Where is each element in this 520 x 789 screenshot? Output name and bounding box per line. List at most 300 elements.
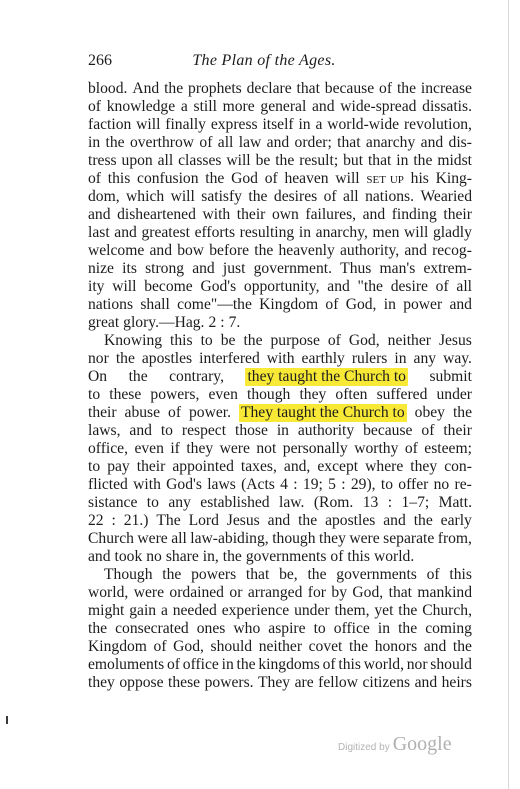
- word: the: [398, 602, 418, 619]
- word: 13: [362, 494, 379, 511]
- word: arranged: [247, 584, 303, 601]
- word: (Rom.: [313, 494, 354, 511]
- word: suffered: [376, 386, 428, 403]
- word: 2: [208, 314, 217, 331]
- text-line: [88, 296, 472, 314]
- text-line: [88, 98, 472, 116]
- word: 29),: [350, 476, 376, 493]
- word: law: [238, 134, 262, 151]
- word: faction: [88, 116, 132, 133]
- word: office,: [88, 440, 128, 457]
- word: were: [137, 530, 168, 547]
- word: confusion: [137, 170, 199, 187]
- word: They: [258, 674, 291, 691]
- word: will: [404, 224, 429, 241]
- word: the: [205, 170, 225, 187]
- word: God,: [352, 584, 384, 601]
- word: Jesus: [438, 332, 472, 349]
- word: con-: [444, 458, 472, 475]
- margin-mark: [6, 716, 8, 724]
- word: recog-: [432, 242, 472, 259]
- word: way.: [443, 350, 472, 367]
- text-line: [88, 476, 472, 494]
- word: God,: [348, 332, 380, 349]
- word: in: [377, 620, 391, 637]
- word: and: [149, 242, 172, 259]
- word: their: [236, 206, 266, 223]
- word: contrary,: [169, 368, 224, 385]
- word: or: [229, 584, 243, 601]
- word: and: [327, 278, 350, 295]
- word: offer: [398, 476, 429, 493]
- word: satisfy: [201, 188, 242, 205]
- word: for: [307, 584, 326, 601]
- word: Kingdom: [88, 638, 147, 655]
- word: in: [298, 224, 312, 241]
- word: great: [88, 314, 120, 331]
- word: and: [267, 512, 291, 529]
- word: gladly: [432, 224, 472, 241]
- word: the: [88, 620, 108, 637]
- word: governments: [245, 548, 327, 565]
- word: of: [168, 404, 182, 421]
- word: and,: [283, 458, 311, 475]
- word: the: [413, 152, 433, 169]
- word: desires: [273, 188, 318, 205]
- word: even: [134, 440, 164, 457]
- word: they: [186, 440, 214, 457]
- word: all: [343, 188, 359, 205]
- word: revolution,: [403, 116, 472, 133]
- word: the: [275, 152, 295, 169]
- word: but: [343, 152, 364, 169]
- word: nations.: [365, 188, 415, 205]
- word: in: [276, 422, 289, 439]
- word: increase: [420, 80, 472, 97]
- word: nations: [88, 296, 134, 313]
- word: consecrated: [115, 620, 189, 637]
- word: ones: [196, 620, 226, 637]
- word: to: [160, 422, 173, 439]
- word: Church,: [422, 602, 472, 619]
- word: to: [146, 494, 159, 511]
- text-line: [88, 224, 472, 242]
- word: in: [221, 656, 234, 673]
- word: 4: [280, 476, 288, 493]
- word: this: [347, 548, 370, 565]
- word: 21.): [123, 512, 149, 529]
- word: the: [105, 134, 125, 151]
- word: and: [88, 206, 111, 223]
- word: should: [210, 638, 253, 655]
- word: authority,: [339, 242, 400, 259]
- text-line: [88, 656, 472, 674]
- text-line: [88, 386, 472, 404]
- word: no: [146, 548, 162, 565]
- word: opportunity,: [243, 278, 320, 295]
- word: world.: [373, 548, 415, 565]
- word: power: [403, 296, 443, 313]
- word: anarchy: [365, 134, 416, 151]
- word: their: [88, 404, 117, 421]
- word: apostles: [325, 512, 376, 529]
- word: 22: [88, 512, 104, 529]
- word: though: [247, 386, 291, 403]
- word: more: [222, 98, 255, 115]
- word: all: [217, 134, 234, 151]
- word: laws,: [88, 422, 121, 439]
- word: with: [202, 206, 231, 223]
- word: oppose: [119, 674, 164, 691]
- word: the: [248, 188, 268, 205]
- word: under: [436, 386, 472, 403]
- text-line: [88, 584, 472, 602]
- word: will: [335, 170, 360, 187]
- word: by: [331, 584, 347, 601]
- word: taxes,: [240, 458, 277, 475]
- word: separate: [383, 530, 435, 547]
- word: heirs: [441, 674, 472, 691]
- word: a: [160, 602, 168, 619]
- word: shall: [140, 296, 170, 313]
- word: Knowing: [104, 332, 163, 349]
- word: that: [296, 80, 320, 97]
- word: of: [167, 656, 180, 673]
- word: a: [180, 98, 188, 115]
- text-line: [88, 332, 472, 350]
- text-line: [88, 278, 472, 296]
- word: in: [88, 134, 101, 151]
- word: who: [233, 620, 261, 637]
- word: all: [171, 530, 187, 547]
- word: :: [293, 476, 298, 493]
- word: efforts: [194, 224, 236, 241]
- word: fellow: [318, 674, 358, 691]
- text-line: [88, 620, 472, 638]
- word: God's: [200, 278, 237, 295]
- word: a: [315, 116, 323, 133]
- word: extrem-: [423, 260, 472, 277]
- word: no: [433, 476, 450, 493]
- word: "the: [357, 278, 383, 295]
- word: and: [414, 674, 438, 691]
- word: the: [307, 566, 327, 583]
- word: before: [209, 242, 250, 259]
- word: of: [426, 566, 440, 583]
- word: submit: [429, 368, 472, 385]
- word: that: [367, 152, 392, 169]
- word: any: [413, 350, 437, 367]
- word: rulers: [351, 350, 388, 367]
- word: still: [193, 98, 217, 115]
- word: greatest: [141, 224, 190, 241]
- word: earthly: [301, 350, 345, 367]
- word: :: [387, 494, 393, 511]
- word: flicted: [88, 476, 128, 493]
- word: even: [208, 386, 238, 403]
- word: took: [114, 548, 143, 565]
- word: which: [126, 188, 165, 205]
- word: abuse: [124, 404, 161, 421]
- word: government.: [253, 260, 332, 277]
- word: :: [111, 512, 116, 529]
- word: sistance: [88, 494, 138, 511]
- word: failures,: [305, 206, 357, 223]
- word: this: [338, 656, 361, 673]
- word: 7.: [228, 314, 241, 331]
- word: were: [133, 584, 164, 601]
- word: desire: [390, 278, 428, 295]
- word: dom,: [88, 188, 120, 205]
- word: 5: [328, 476, 336, 493]
- word: were: [349, 530, 380, 547]
- word: to: [313, 620, 326, 637]
- word: nor: [88, 350, 109, 367]
- word: upon: [121, 152, 153, 169]
- word: And: [132, 80, 160, 97]
- word: men: [372, 224, 400, 241]
- page-number: 266: [88, 52, 112, 69]
- page-header: [88, 52, 440, 72]
- text-line: [88, 674, 472, 692]
- word: nor: [406, 656, 428, 673]
- word: and: [362, 206, 386, 223]
- word: and: [266, 134, 290, 151]
- word: the: [243, 332, 263, 349]
- highlighted-phrase: They taught the Church to: [240, 404, 405, 421]
- word: overthrow: [129, 134, 195, 151]
- word: of: [88, 98, 101, 115]
- word: of: [435, 278, 449, 295]
- word: order;: [294, 134, 332, 151]
- word: powers,: [150, 386, 200, 403]
- word: they: [88, 674, 115, 691]
- word: will: [226, 152, 251, 169]
- word: because: [363, 422, 413, 439]
- word: heavenly: [278, 242, 335, 259]
- word: Thus: [340, 260, 372, 277]
- word: of: [322, 656, 336, 673]
- word: the: [396, 80, 416, 97]
- page-edge-rule: [508, 0, 509, 789]
- word: and: [88, 548, 111, 565]
- word: King-: [435, 170, 472, 187]
- word: of: [421, 422, 435, 439]
- text-line: [88, 530, 472, 548]
- word: office: [333, 620, 370, 637]
- word: apostles: [141, 350, 193, 367]
- word: they: [410, 458, 438, 475]
- word: and: [383, 512, 406, 529]
- word: own: [271, 206, 299, 223]
- word: neither: [387, 332, 431, 349]
- body-text: [88, 80, 472, 692]
- word: governments: [336, 566, 417, 583]
- word: coming: [425, 620, 472, 637]
- word: and: [192, 260, 215, 277]
- word: tress: [88, 152, 117, 169]
- word: (Acts: [241, 476, 275, 493]
- word: the: [452, 638, 472, 655]
- word: dissatis.: [422, 98, 472, 115]
- word: the: [222, 548, 242, 565]
- word: the: [115, 350, 135, 367]
- word: Though: [104, 566, 153, 583]
- word: this: [107, 170, 131, 187]
- word: powers: [191, 566, 237, 583]
- watermark-digitized-label: Digitized by: [338, 742, 390, 753]
- word: of: [323, 188, 337, 205]
- word: world,: [88, 584, 129, 601]
- word: the: [298, 512, 318, 529]
- word: classes: [178, 152, 222, 169]
- word: dis-: [448, 134, 472, 151]
- word: blood.: [88, 80, 128, 97]
- word: of: [379, 80, 393, 97]
- word: the: [254, 242, 274, 259]
- word: the: [162, 566, 182, 583]
- word: of: [153, 638, 167, 655]
- word: express: [210, 116, 258, 133]
- word: their: [443, 422, 472, 439]
- word: general: [260, 98, 307, 115]
- word: their: [443, 206, 472, 223]
- word: this: [449, 566, 472, 583]
- word: were: [219, 440, 250, 457]
- word: are: [294, 674, 314, 691]
- word: finding: [391, 206, 437, 223]
- word: its: [122, 260, 137, 277]
- word: and: [449, 296, 472, 313]
- word: any: [168, 494, 191, 511]
- word: :: [220, 314, 225, 331]
- word: worthy: [354, 440, 399, 457]
- word: office: [182, 656, 219, 673]
- word: 19;: [302, 476, 323, 493]
- word: man's: [379, 260, 416, 277]
- word: result;: [299, 152, 339, 169]
- highlighted-phrase: they taught the Church to: [247, 368, 406, 385]
- text-line: [88, 638, 472, 656]
- word: and: [312, 98, 335, 115]
- word: bow: [177, 242, 205, 259]
- word: needed: [172, 602, 217, 619]
- word: the: [128, 368, 148, 385]
- word: of: [327, 332, 341, 349]
- word: they: [299, 386, 327, 403]
- word: them,: [334, 602, 370, 619]
- word: Kingdom: [259, 296, 319, 313]
- word: purpose: [270, 332, 320, 349]
- word: of: [88, 170, 101, 187]
- word: powers.: [204, 674, 254, 691]
- word: where: [365, 458, 404, 475]
- text-line: [88, 440, 472, 458]
- word: world-wide: [327, 116, 400, 133]
- word: the: [349, 638, 369, 655]
- word: last: [88, 224, 110, 241]
- word: and: [404, 242, 427, 259]
- word: these: [168, 674, 201, 691]
- text-line: [88, 404, 472, 422]
- word: citizens: [362, 674, 411, 691]
- word: of: [330, 548, 344, 565]
- word: to: [380, 476, 393, 493]
- word: his: [410, 170, 429, 187]
- word: all: [157, 152, 174, 169]
- word: finally: [165, 116, 206, 133]
- word: except: [317, 458, 359, 475]
- word: they: [319, 530, 346, 547]
- word: to: [88, 386, 101, 403]
- word: and: [420, 134, 444, 151]
- word: kingdoms: [258, 656, 320, 673]
- text-line: [88, 350, 472, 368]
- word: and: [114, 224, 137, 241]
- text-line: [88, 512, 472, 530]
- word: covet: [308, 638, 343, 655]
- word: their: [136, 458, 166, 475]
- word: esteem;: [424, 440, 472, 457]
- word: that: [337, 134, 361, 151]
- word: appointed: [172, 458, 234, 475]
- word: of: [325, 296, 339, 313]
- word: be,: [279, 566, 298, 583]
- word: anarchy,: [315, 224, 368, 241]
- word: the: [413, 512, 433, 529]
- word: under: [294, 602, 330, 619]
- text-line: [88, 314, 472, 332]
- word: though: [272, 530, 316, 547]
- word: in: [394, 350, 407, 367]
- word: declare: [246, 80, 292, 97]
- running-title: The Plan of the Ages.: [192, 52, 336, 69]
- word: if: [170, 440, 180, 457]
- word: mankind: [417, 584, 472, 601]
- text-line: [88, 368, 472, 386]
- word: re-: [454, 476, 472, 493]
- word: of: [264, 170, 278, 187]
- word: ity: [88, 278, 105, 295]
- word: with: [133, 476, 161, 493]
- word: resulting: [239, 224, 295, 241]
- word: respect: [181, 422, 227, 439]
- word: emoluments: [88, 656, 165, 673]
- word: interfered: [199, 350, 260, 367]
- word: Lord: [188, 512, 219, 529]
- word: wide-spread: [340, 98, 417, 115]
- word: all: [456, 278, 472, 295]
- text-line: [88, 134, 472, 152]
- text-line: [88, 494, 472, 512]
- word: the: [164, 80, 184, 97]
- text-line: [88, 260, 472, 278]
- word: because: [324, 80, 375, 97]
- word: glory.—Hag.: [123, 314, 205, 331]
- word: midst: [437, 152, 472, 169]
- word: just: [222, 260, 246, 277]
- word: the: [452, 404, 472, 421]
- text-line: [88, 566, 472, 584]
- text-line: [88, 548, 472, 566]
- word: often: [335, 386, 368, 403]
- word: God's: [166, 476, 202, 493]
- word: established: [200, 494, 270, 511]
- word: these: [109, 386, 142, 403]
- word: obey: [414, 404, 445, 421]
- word: God,: [345, 296, 377, 313]
- text-line: [88, 170, 472, 188]
